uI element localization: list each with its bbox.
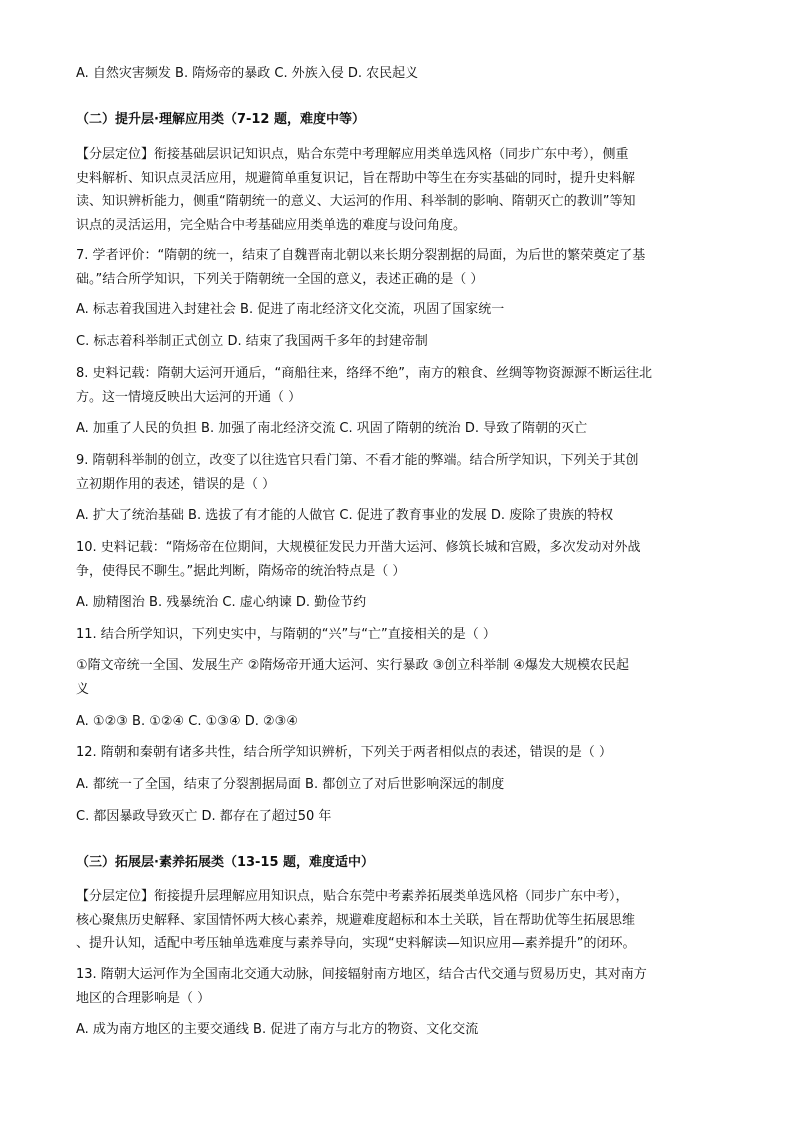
section-3-intro-line-2: 核心聚焦历史解释、家国情怀两大核心素养，规避难度超标和本土关联，旨在帮助优等生拓展思维 (76, 913, 636, 928)
q8-stem-line-2: 方。这一情境反映出大运河的开通（ ） (76, 390, 302, 405)
q8-stem-line-1: 8. 史料记载：隋朝大运河开通后，“商船往来，络绎不绝”，南方的粮食、丝绸等物资源源不断运往北 (76, 366, 653, 381)
q9-options: A. 扩大了统治基础 B. 选拔了有才能的人做官 C. 促进了教育事业的发展 D. 废除了贵族的特权 (76, 508, 614, 523)
q9-stem-line-2: 立初期作用的表述，错误的是（ ） (76, 477, 276, 492)
q7-stem-line-1: 7. 学者评价：“隋朝的统一，结束了自魏晋南北朝以来长期分裂割据的局面，为后世的繁荣奠定了基 (76, 248, 646, 263)
section-2-intro-line-2: 史料解析、知识点灵活应用，规避简单重复识记，旨在帮助中等生在夯实基础的同时，提升史料解 (76, 171, 636, 186)
q6-options: A. 自然灾害频发 B. 隋炀帝的暴政 C. 外族入侵 D. 农民起义 (76, 66, 419, 81)
q11-options: A. ①②③ B. ①②④ C. ①③④ D. ②③④ (76, 714, 298, 729)
q10-stem-line-2: 争，使得民不聊生。”据此判断，隋炀帝的统治特点是（ ） (76, 564, 406, 579)
section-2-intro-line-3: 读、知识辨析能力，侧重“隋朝统一的意义、大运河的作用、科举制的影响、隋朝灭亡的教训”等知 (76, 194, 636, 209)
q7-options-line-2: C. 标志着科举制正式创立 D. 结束了我国两千多年的封建帝制 (76, 334, 428, 349)
q9-stem-line-1: 9. 隋朝科举制的创立，改变了以往选官只看门第、不看才能的弊端。结合所学知识，下列关于其创 (76, 453, 639, 468)
q12-stem: 12. 隋朝和秦朝有诸多共性，结合所学知识辨析，下列关于两者相似点的表述，错误的是（ ） (76, 745, 612, 760)
q13-options: A. 成为南方地区的主要交通线 B. 促进了南方与北方的物资、文化交流 (76, 1022, 479, 1037)
q10-options: A. 励精图治 B. 残暴统治 C. 虚心纳谏 D. 勤俭节约 (76, 595, 367, 610)
q8-options: A. 加重了人民的负担 B. 加强了南北经济交流 C. 巩固了隋朝的统治 D. 导致了隋朝的灭亡 (76, 421, 588, 436)
section-heading-3: （三）拓展层·素养拓展类（13-15 题，难度适中） (76, 855, 375, 870)
q13-stem-line-1: 13. 隋朝大运河作为全国南北交通大动脉，间接辐射南方地区，结合古代交通与贸易历史，其对南方 (76, 967, 647, 982)
section-3-intro-line-1: 【分层定位】衔接提升层理解应用知识点，贴合东莞中考素养拓展类单选风格（同步广东中考）， (76, 889, 629, 904)
section-2-intro-line-4: 识点的灵活运用，完全贴合中考基础应用类单选的难度与设问角度。 (76, 218, 467, 233)
q7-stem-line-2: 础。”结合所学知识，下列关于隋朝统一全国的意义，表述正确的是（ ） (76, 272, 484, 287)
q11-items-line-1: ①隋文帝统一全国、发展生产 ②隋炀帝开通大运河、实行暴政 ③创立科举制 ④爆发大规模农民起 (76, 658, 630, 673)
q10-stem-line-1: 10. 史料记载：“隋炀帝在位期间，大规模征发民力开凿大运河、修筑长城和宫殿，多次发动对外战 (76, 540, 641, 555)
q7-options-line-1: A. 标志着我国进入封建社会 B. 促进了南北经济文化交流，巩固了国家统一 (76, 302, 505, 317)
q11-stem: 11. 结合所学知识，下列史实中，与隋朝的“兴”与“亡”直接相关的是（ ） (76, 627, 496, 642)
section-heading-2: （二）提升层·理解应用类（7-12 题，难度中等） (76, 112, 365, 127)
q11-items-line-2: 义 (76, 682, 90, 697)
section-2-intro-line-1: 【分层定位】衔接基础层识记知识点，贴合东莞中考理解应用类单选风格（同步广东中考），侧重 (76, 147, 629, 162)
q12-options-line-1: A. 都统一了全国，结束了分裂割据局面 B. 都创立了对后世影响深远的制度 (76, 777, 505, 792)
section-3-intro-line-3: 、提升认知，适配中考压轴单选难度与素养导向，实现“史料解读—知识应用—素养提升”的闭环。 (76, 936, 636, 951)
q13-stem-line-2: 地区的合理影响是（ ） (76, 991, 211, 1006)
q12-options-line-2: C. 都因暴政导致灭亡 D. 都存在了超过50 年 (76, 809, 332, 824)
